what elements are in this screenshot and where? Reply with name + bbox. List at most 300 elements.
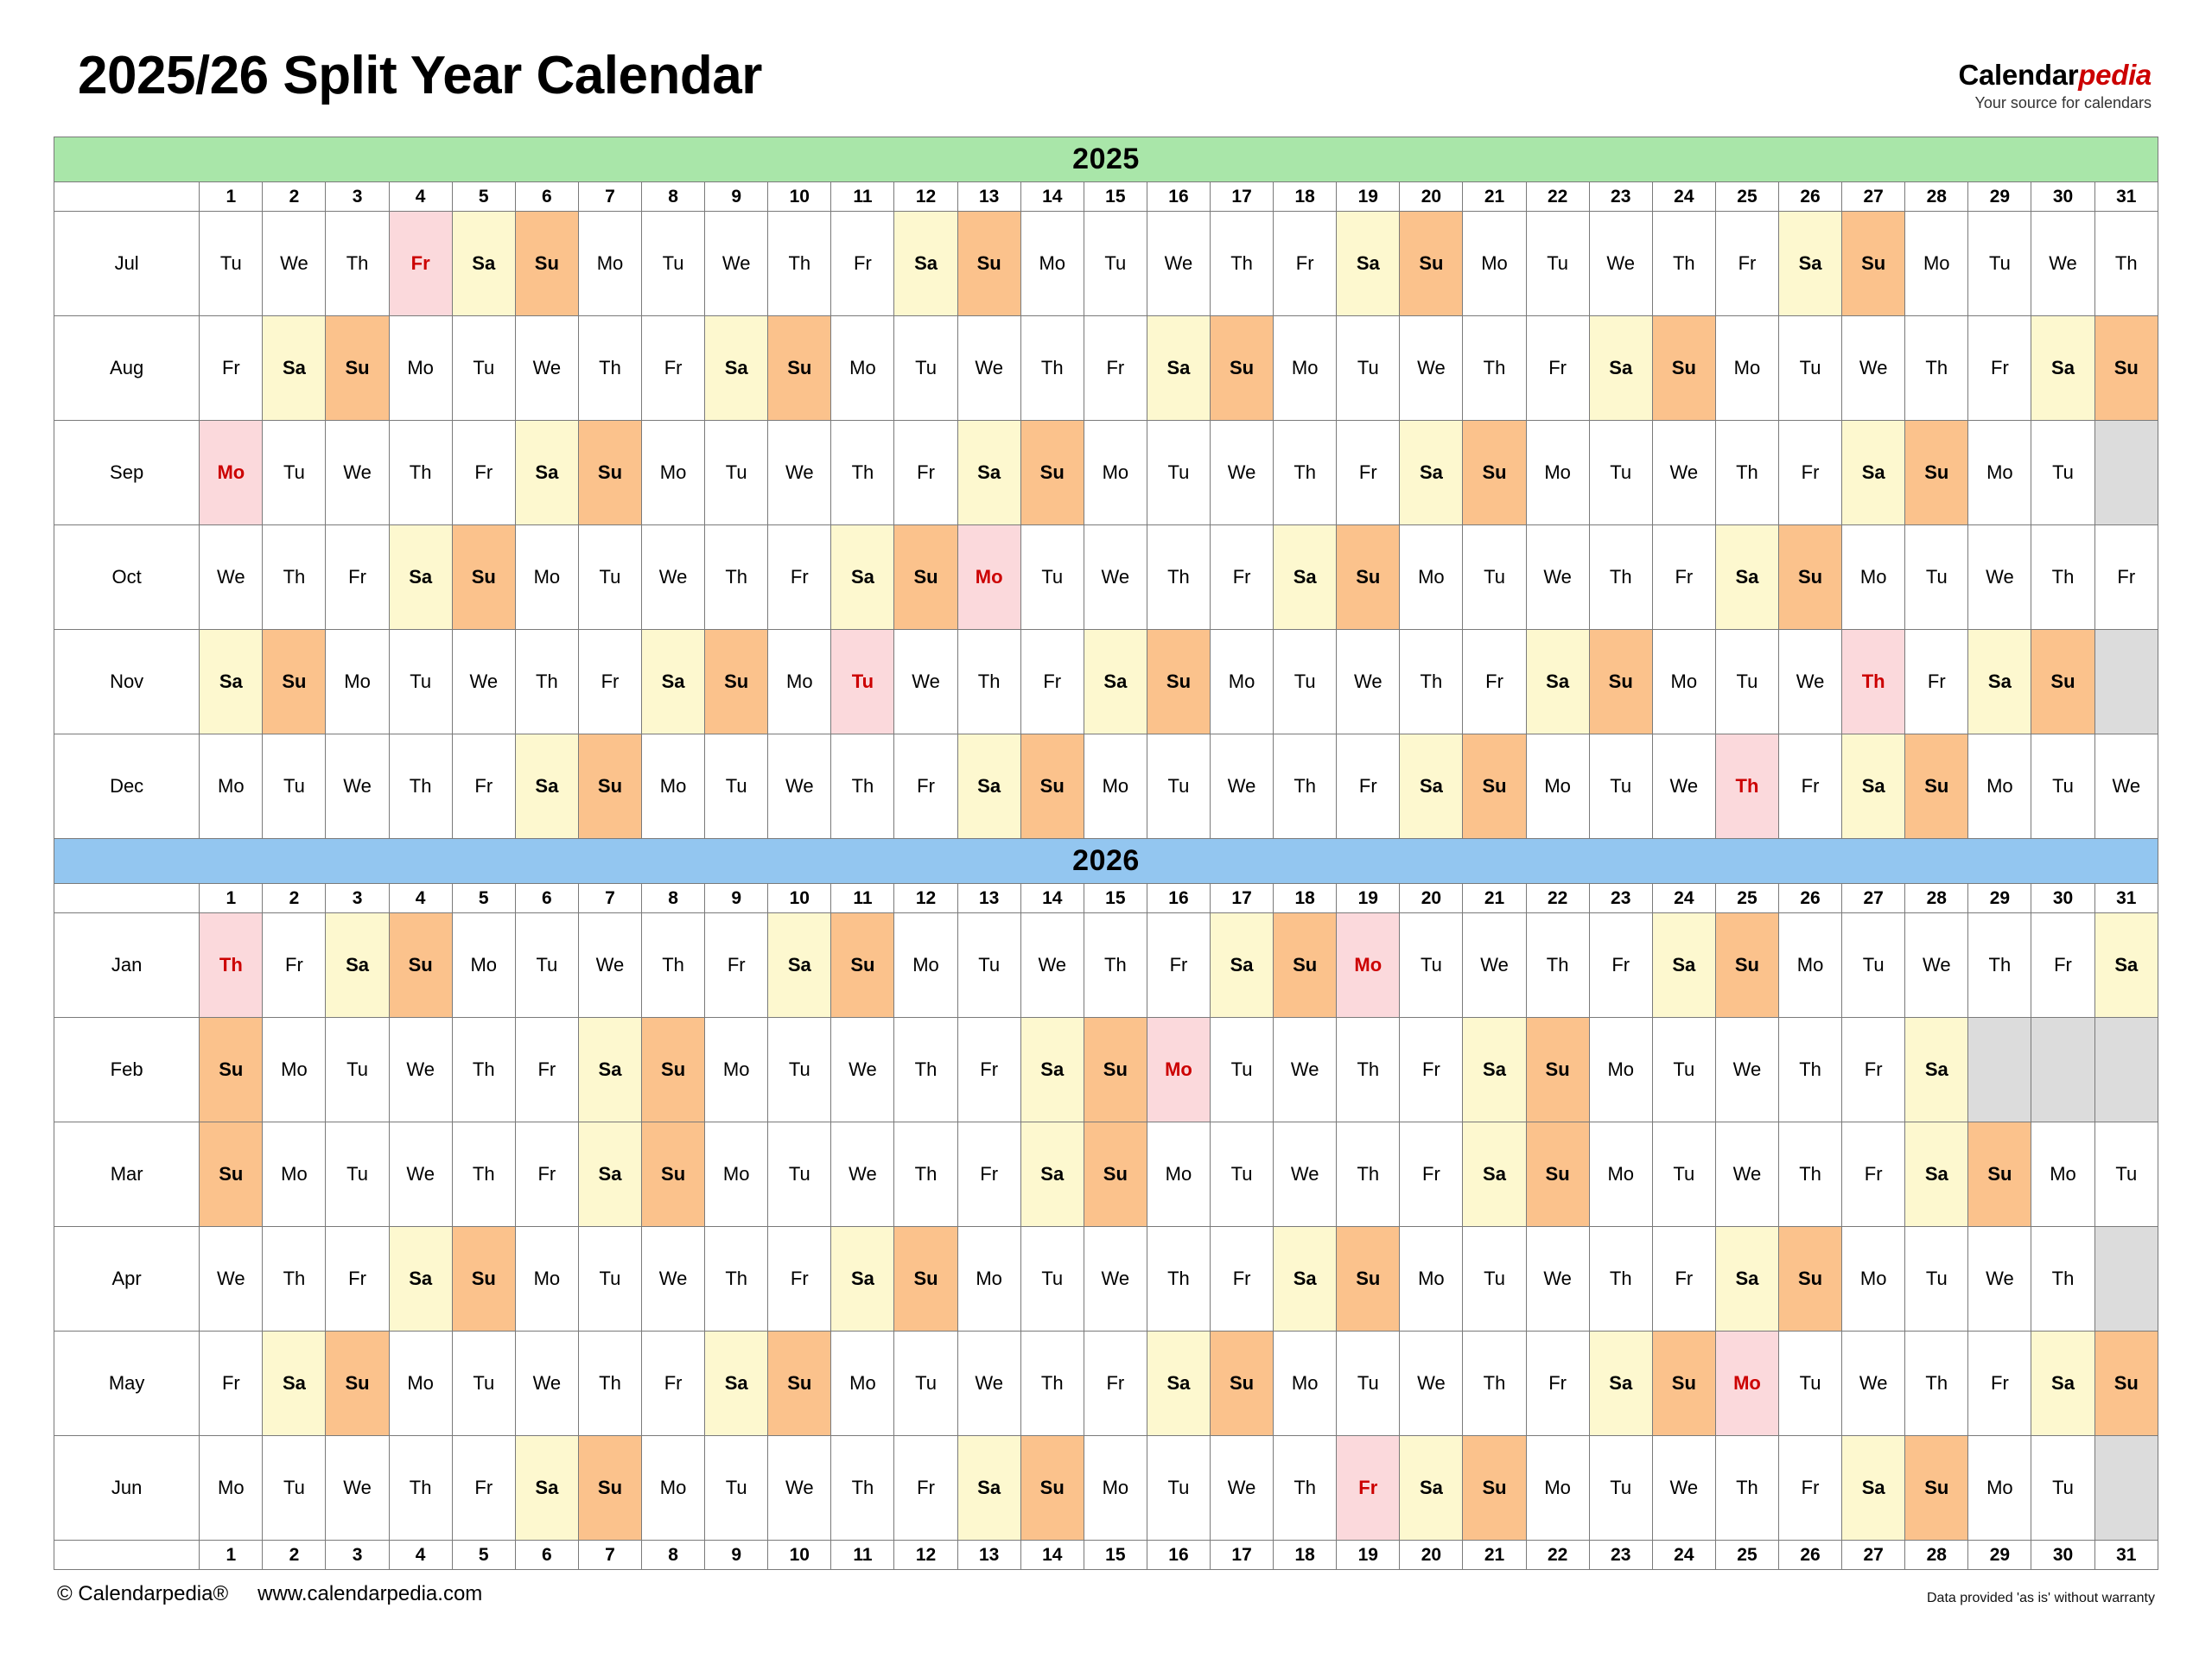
day-cell[interactable]: Su — [1400, 212, 1463, 316]
day-cell[interactable]: We — [452, 630, 515, 734]
day-cell[interactable]: Sa — [957, 421, 1020, 525]
day-cell[interactable]: We — [326, 421, 389, 525]
day-cell[interactable]: Su — [200, 1018, 263, 1122]
day-cell[interactable]: Mo — [1400, 1227, 1463, 1332]
day-cell[interactable]: Fr — [326, 525, 389, 630]
day-cell[interactable]: Fr — [1147, 913, 1210, 1018]
day-cell[interactable]: Th — [2031, 525, 2094, 630]
day-cell[interactable]: Mo — [642, 421, 705, 525]
day-cell[interactable]: Fr — [1842, 1018, 1905, 1122]
day-cell[interactable]: Sa — [1779, 212, 1842, 316]
day-cell[interactable]: Th — [1337, 1018, 1400, 1122]
day-cell[interactable]: We — [1400, 316, 1463, 421]
day-cell[interactable]: Mo — [1526, 1436, 1589, 1541]
day-cell[interactable]: Fr — [957, 1018, 1020, 1122]
day-cell[interactable]: Fr — [642, 1332, 705, 1436]
day-cell[interactable]: Su — [1020, 734, 1084, 839]
day-cell[interactable]: Tu — [263, 1436, 326, 1541]
day-cell[interactable]: Fr — [894, 734, 957, 839]
day-cell[interactable]: Sa — [515, 421, 578, 525]
day-cell[interactable]: Sa — [1147, 1332, 1210, 1436]
day-cell[interactable]: Su — [2031, 630, 2094, 734]
day-cell[interactable]: Tu — [578, 525, 641, 630]
day-cell[interactable]: Fr — [200, 1332, 263, 1436]
day-cell[interactable]: Mo — [1968, 734, 2031, 839]
day-cell[interactable]: Su — [1905, 734, 1968, 839]
day-cell[interactable]: Sa — [831, 1227, 894, 1332]
day-cell[interactable]: Tu — [1337, 1332, 1400, 1436]
day-cell[interactable]: Mo — [515, 525, 578, 630]
day-cell[interactable]: Th — [1337, 1122, 1400, 1227]
day-cell[interactable]: Fr — [1968, 1332, 2031, 1436]
day-cell[interactable]: Su — [768, 316, 831, 421]
day-cell[interactable]: Tu — [1589, 734, 1652, 839]
day-cell[interactable]: Mo — [200, 734, 263, 839]
day-cell[interactable]: We — [957, 316, 1020, 421]
day-cell[interactable]: Fr — [1020, 630, 1084, 734]
day-cell[interactable]: Mo — [1968, 421, 2031, 525]
day-cell[interactable]: Fr — [1526, 316, 1589, 421]
day-cell[interactable]: Fr — [1905, 630, 1968, 734]
day-cell[interactable]: Mo — [1274, 1332, 1337, 1436]
day-cell[interactable]: Tu — [200, 212, 263, 316]
day-cell[interactable]: Su — [1968, 1122, 2031, 1227]
day-cell[interactable]: Su — [1463, 421, 1526, 525]
day-cell[interactable]: Sa — [957, 734, 1020, 839]
day-cell[interactable]: We — [831, 1122, 894, 1227]
day-cell[interactable]: Tu — [705, 1436, 768, 1541]
day-cell[interactable]: We — [515, 1332, 578, 1436]
day-cell[interactable]: Tu — [1526, 212, 1589, 316]
day-cell[interactable]: Su — [1779, 1227, 1842, 1332]
day-cell[interactable]: Sa — [1337, 212, 1400, 316]
day-cell[interactable]: We — [389, 1122, 452, 1227]
day-cell[interactable]: Mo — [1526, 421, 1589, 525]
day-cell[interactable]: Th — [894, 1018, 957, 1122]
day-cell[interactable]: Tu — [1147, 734, 1210, 839]
day-cell[interactable]: Th — [1652, 212, 1715, 316]
day-cell[interactable]: We — [1211, 1436, 1274, 1541]
day-cell[interactable]: Th — [452, 1122, 515, 1227]
day-cell[interactable]: Su — [1147, 630, 1210, 734]
day-cell[interactable]: Tu — [705, 734, 768, 839]
day-cell[interactable]: Sa — [957, 1436, 1020, 1541]
day-cell[interactable]: Sa — [2031, 316, 2094, 421]
day-cell[interactable]: Su — [1526, 1018, 1589, 1122]
day-cell[interactable]: Su — [1715, 913, 1778, 1018]
day-cell[interactable]: Tu — [263, 734, 326, 839]
day-cell[interactable]: Su — [1526, 1122, 1589, 1227]
day-cell[interactable]: We — [326, 1436, 389, 1541]
day-cell[interactable]: Su — [2094, 316, 2158, 421]
day-cell[interactable]: We — [1715, 1018, 1778, 1122]
day-cell[interactable]: Mo — [831, 316, 894, 421]
day-cell[interactable]: Sa — [1968, 630, 2031, 734]
day-cell[interactable]: We — [1779, 630, 1842, 734]
day-cell[interactable]: Mo — [263, 1018, 326, 1122]
day-cell[interactable]: Sa — [1715, 525, 1778, 630]
day-cell[interactable]: Sa — [831, 525, 894, 630]
day-cell[interactable]: We — [768, 1436, 831, 1541]
day-cell[interactable]: Mo — [705, 1018, 768, 1122]
day-cell[interactable]: Su — [578, 734, 641, 839]
day-cell[interactable]: Sa — [642, 630, 705, 734]
day-cell[interactable]: Sa — [1463, 1122, 1526, 1227]
day-cell[interactable]: We — [1274, 1122, 1337, 1227]
day-cell[interactable]: Sa — [389, 525, 452, 630]
day-cell[interactable]: Th — [1463, 1332, 1526, 1436]
day-cell[interactable]: Mo — [1779, 913, 1842, 1018]
day-cell[interactable]: Su — [1337, 525, 1400, 630]
day-cell[interactable]: Fr — [1779, 734, 1842, 839]
day-cell[interactable]: Su — [642, 1018, 705, 1122]
day-cell[interactable]: We — [200, 1227, 263, 1332]
day-cell[interactable]: We — [1337, 630, 1400, 734]
day-cell[interactable]: Su — [389, 913, 452, 1018]
day-cell[interactable]: Sa — [326, 913, 389, 1018]
day-cell[interactable]: Fr — [389, 212, 452, 316]
day-cell[interactable]: Tu — [1968, 212, 2031, 316]
day-cell[interactable]: We — [1463, 913, 1526, 1018]
day-cell[interactable]: Su — [1589, 630, 1652, 734]
day-cell[interactable]: Mo — [1274, 316, 1337, 421]
day-cell[interactable]: Mo — [1842, 1227, 1905, 1332]
day-cell[interactable]: Sa — [2031, 1332, 2094, 1436]
day-cell[interactable]: Mo — [1526, 734, 1589, 839]
day-cell[interactable]: Sa — [894, 212, 957, 316]
day-cell[interactable]: We — [1211, 421, 1274, 525]
day-cell[interactable]: Mo — [515, 1227, 578, 1332]
day-cell[interactable]: Th — [1589, 525, 1652, 630]
day-cell[interactable]: Mo — [578, 212, 641, 316]
day-cell[interactable]: Su — [1905, 421, 1968, 525]
day-cell[interactable]: We — [705, 212, 768, 316]
day-cell[interactable]: Tu — [957, 913, 1020, 1018]
day-cell[interactable]: Sa — [578, 1018, 641, 1122]
day-cell[interactable]: Mo — [1084, 1436, 1147, 1541]
day-cell[interactable]: Tu — [2031, 1436, 2094, 1541]
day-cell[interactable]: Mo — [1400, 525, 1463, 630]
day-cell[interactable]: Su — [1779, 525, 1842, 630]
day-cell[interactable]: Sa — [263, 1332, 326, 1436]
day-cell[interactable]: We — [1589, 212, 1652, 316]
day-cell[interactable]: Sa — [1274, 1227, 1337, 1332]
day-cell[interactable]: Mo — [200, 421, 263, 525]
day-cell[interactable]: Fr — [452, 734, 515, 839]
day-cell[interactable]: Sa — [1020, 1122, 1084, 1227]
day-cell[interactable]: We — [642, 525, 705, 630]
day-cell[interactable]: Th — [1020, 316, 1084, 421]
day-cell[interactable]: Fr — [1463, 630, 1526, 734]
day-cell[interactable]: Fr — [515, 1018, 578, 1122]
day-cell[interactable]: Th — [831, 734, 894, 839]
day-cell[interactable]: Su — [200, 1122, 263, 1227]
day-cell[interactable]: Tu — [705, 421, 768, 525]
day-cell[interactable]: Sa — [1905, 1122, 1968, 1227]
day-cell[interactable]: We — [1526, 525, 1589, 630]
day-cell[interactable]: Sa — [452, 212, 515, 316]
day-cell[interactable]: Tu — [2031, 421, 2094, 525]
day-cell[interactable]: Tu — [1779, 1332, 1842, 1436]
day-cell[interactable]: Fr — [452, 1436, 515, 1541]
day-cell[interactable]: Fr — [452, 421, 515, 525]
day-cell[interactable]: Su — [515, 212, 578, 316]
day-cell[interactable]: Su — [1905, 1436, 1968, 1541]
day-cell[interactable]: Su — [452, 525, 515, 630]
day-cell[interactable]: Mo — [1589, 1018, 1652, 1122]
day-cell[interactable]: Su — [578, 1436, 641, 1541]
day-cell[interactable]: Tu — [452, 316, 515, 421]
day-cell[interactable]: Th — [894, 1122, 957, 1227]
day-cell[interactable]: We — [1147, 212, 1210, 316]
day-cell[interactable]: Th — [642, 913, 705, 1018]
day-cell[interactable]: Sa — [2094, 913, 2158, 1018]
day-cell[interactable]: Tu — [326, 1122, 389, 1227]
day-cell[interactable]: Mo — [894, 913, 957, 1018]
day-cell[interactable]: Tu — [452, 1332, 515, 1436]
day-cell[interactable]: Th — [1842, 630, 1905, 734]
day-cell[interactable]: Sa — [1589, 316, 1652, 421]
day-cell[interactable]: We — [957, 1332, 1020, 1436]
day-cell[interactable]: Tu — [1905, 525, 1968, 630]
day-cell[interactable]: Th — [1779, 1122, 1842, 1227]
day-cell[interactable]: Su — [1463, 1436, 1526, 1541]
day-cell[interactable]: We — [1715, 1122, 1778, 1227]
day-cell[interactable]: Tu — [1400, 913, 1463, 1018]
day-cell[interactable]: Sa — [1400, 421, 1463, 525]
day-cell[interactable]: Fr — [894, 1436, 957, 1541]
day-cell[interactable]: Tu — [1463, 525, 1526, 630]
day-cell[interactable]: Th — [263, 525, 326, 630]
day-cell[interactable]: Sa — [389, 1227, 452, 1332]
day-cell[interactable]: Mo — [1463, 212, 1526, 316]
day-cell[interactable]: Tu — [578, 1227, 641, 1332]
day-cell[interactable]: Th — [452, 1018, 515, 1122]
day-cell[interactable]: Su — [1020, 1436, 1084, 1541]
day-cell[interactable]: Tu — [1652, 1122, 1715, 1227]
day-cell[interactable]: Fr — [1274, 212, 1337, 316]
day-cell[interactable]: Th — [1968, 913, 2031, 1018]
day-cell[interactable]: Sa — [768, 913, 831, 1018]
day-cell[interactable]: Fr — [1211, 1227, 1274, 1332]
day-cell[interactable]: Mo — [1905, 212, 1968, 316]
day-cell[interactable]: Fr — [1400, 1018, 1463, 1122]
day-cell[interactable]: Sa — [1084, 630, 1147, 734]
day-cell[interactable]: Su — [894, 1227, 957, 1332]
day-cell[interactable]: Su — [1084, 1018, 1147, 1122]
day-cell[interactable]: Tu — [1274, 630, 1337, 734]
day-cell[interactable]: Fr — [894, 421, 957, 525]
day-cell[interactable]: Tu — [894, 316, 957, 421]
day-cell[interactable]: We — [1652, 421, 1715, 525]
day-cell[interactable]: Fr — [515, 1122, 578, 1227]
day-cell[interactable]: Fr — [1337, 1436, 1400, 1541]
day-cell[interactable]: We — [1211, 734, 1274, 839]
day-cell[interactable]: Th — [1905, 1332, 1968, 1436]
day-cell[interactable]: Fr — [1779, 421, 1842, 525]
day-cell[interactable]: Su — [326, 1332, 389, 1436]
day-cell[interactable]: Fr — [1337, 734, 1400, 839]
day-cell[interactable]: Mo — [2031, 1122, 2094, 1227]
day-cell[interactable]: We — [326, 734, 389, 839]
day-cell[interactable]: Tu — [263, 421, 326, 525]
day-cell[interactable]: Sa — [578, 1122, 641, 1227]
day-cell[interactable]: Tu — [2031, 734, 2094, 839]
day-cell[interactable]: Th — [1905, 316, 1968, 421]
day-cell[interactable]: Fr — [1211, 525, 1274, 630]
day-cell[interactable]: Th — [1589, 1227, 1652, 1332]
day-cell[interactable]: Tu — [831, 630, 894, 734]
day-cell[interactable]: Sa — [1715, 1227, 1778, 1332]
day-cell[interactable]: Tu — [1779, 316, 1842, 421]
day-cell[interactable]: We — [1274, 1018, 1337, 1122]
day-cell[interactable]: Su — [705, 630, 768, 734]
day-cell[interactable]: Su — [1652, 1332, 1715, 1436]
day-cell[interactable]: Th — [2094, 212, 2158, 316]
day-cell[interactable]: We — [831, 1018, 894, 1122]
day-cell[interactable]: Su — [578, 421, 641, 525]
day-cell[interactable]: Sa — [1905, 1018, 1968, 1122]
day-cell[interactable]: Mo — [389, 316, 452, 421]
day-cell[interactable]: Mo — [1337, 913, 1400, 1018]
day-cell[interactable]: We — [389, 1018, 452, 1122]
day-cell[interactable]: We — [642, 1227, 705, 1332]
day-cell[interactable]: Th — [578, 316, 641, 421]
day-cell[interactable]: Mo — [957, 1227, 1020, 1332]
day-cell[interactable]: Sa — [1842, 1436, 1905, 1541]
day-cell[interactable]: Th — [1147, 525, 1210, 630]
day-cell[interactable]: Th — [326, 212, 389, 316]
day-cell[interactable]: Mo — [1084, 734, 1147, 839]
day-cell[interactable]: Tu — [1905, 1227, 1968, 1332]
day-cell[interactable]: Th — [831, 1436, 894, 1541]
day-cell[interactable]: Fr — [1779, 1436, 1842, 1541]
day-cell[interactable]: Tu — [894, 1332, 957, 1436]
day-cell[interactable]: Fr — [1652, 525, 1715, 630]
day-cell[interactable]: Th — [1400, 630, 1463, 734]
day-cell[interactable]: Mo — [1842, 525, 1905, 630]
day-cell[interactable]: Fr — [1715, 212, 1778, 316]
day-cell[interactable]: Fr — [1652, 1227, 1715, 1332]
day-cell[interactable]: Th — [1020, 1332, 1084, 1436]
day-cell[interactable]: We — [1084, 1227, 1147, 1332]
day-cell[interactable]: Th — [1147, 1227, 1210, 1332]
day-cell[interactable]: Tu — [1020, 525, 1084, 630]
day-cell[interactable]: Th — [389, 1436, 452, 1541]
day-cell[interactable]: Su — [1337, 1227, 1400, 1332]
day-cell[interactable]: Tu — [2094, 1122, 2158, 1227]
day-cell[interactable]: Mo — [768, 630, 831, 734]
day-cell[interactable]: We — [1968, 1227, 2031, 1332]
day-cell[interactable]: We — [768, 734, 831, 839]
day-cell[interactable]: Fr — [705, 913, 768, 1018]
day-cell[interactable]: Sa — [1400, 1436, 1463, 1541]
day-cell[interactable]: Th — [1274, 421, 1337, 525]
day-cell[interactable]: Tu — [1337, 316, 1400, 421]
day-cell[interactable]: We — [1842, 316, 1905, 421]
day-cell[interactable]: Tu — [1715, 630, 1778, 734]
day-cell[interactable]: Sa — [1842, 734, 1905, 839]
day-cell[interactable]: Th — [200, 913, 263, 1018]
day-cell[interactable]: Th — [1463, 316, 1526, 421]
day-cell[interactable]: Mo — [1147, 1018, 1210, 1122]
day-cell[interactable]: Fr — [1842, 1122, 1905, 1227]
day-cell[interactable]: Tu — [1463, 1227, 1526, 1332]
day-cell[interactable]: Su — [452, 1227, 515, 1332]
day-cell[interactable]: Th — [831, 421, 894, 525]
day-cell[interactable]: We — [894, 630, 957, 734]
day-cell[interactable]: Su — [831, 913, 894, 1018]
day-cell[interactable]: Tu — [1211, 1018, 1274, 1122]
day-cell[interactable]: Fr — [768, 1227, 831, 1332]
website-link[interactable]: www.calendarpedia.com — [257, 1582, 483, 1605]
day-cell[interactable]: We — [1652, 1436, 1715, 1541]
day-cell[interactable]: Sa — [515, 734, 578, 839]
day-cell[interactable]: Mo — [1715, 316, 1778, 421]
day-cell[interactable]: We — [1905, 913, 1968, 1018]
day-cell[interactable]: Sa — [263, 316, 326, 421]
day-cell[interactable]: Th — [389, 734, 452, 839]
day-cell[interactable]: We — [1842, 1332, 1905, 1436]
day-cell[interactable]: Th — [263, 1227, 326, 1332]
day-cell[interactable]: Th — [2031, 1227, 2094, 1332]
day-cell[interactable]: Tu — [1589, 421, 1652, 525]
day-cell[interactable]: Tu — [1147, 1436, 1210, 1541]
day-cell[interactable]: Mo — [1652, 630, 1715, 734]
day-cell[interactable]: Th — [705, 525, 768, 630]
day-cell[interactable]: Sa — [1652, 913, 1715, 1018]
day-cell[interactable]: Sa — [1526, 630, 1589, 734]
day-cell[interactable]: Sa — [1463, 1018, 1526, 1122]
day-cell[interactable]: Su — [1652, 316, 1715, 421]
day-cell[interactable]: Sa — [1211, 913, 1274, 1018]
day-cell[interactable]: Sa — [515, 1436, 578, 1541]
day-cell[interactable]: Mo — [1211, 630, 1274, 734]
day-cell[interactable]: We — [200, 525, 263, 630]
day-cell[interactable]: Mo — [642, 1436, 705, 1541]
day-cell[interactable]: Sa — [1020, 1018, 1084, 1122]
day-cell[interactable]: Fr — [1400, 1122, 1463, 1227]
day-cell[interactable]: Sa — [1274, 525, 1337, 630]
day-cell[interactable]: Fr — [578, 630, 641, 734]
day-cell[interactable]: Su — [894, 525, 957, 630]
day-cell[interactable]: Fr — [957, 1122, 1020, 1227]
day-cell[interactable]: Su — [957, 212, 1020, 316]
day-cell[interactable]: Tu — [1589, 1436, 1652, 1541]
day-cell[interactable]: Fr — [2031, 913, 2094, 1018]
day-cell[interactable]: Fr — [1337, 421, 1400, 525]
day-cell[interactable]: Tu — [1147, 421, 1210, 525]
day-cell[interactable]: Tu — [642, 212, 705, 316]
day-cell[interactable]: Th — [1715, 734, 1778, 839]
day-cell[interactable]: Fr — [200, 316, 263, 421]
day-cell[interactable]: Mo — [705, 1122, 768, 1227]
day-cell[interactable]: We — [1526, 1227, 1589, 1332]
day-cell[interactable]: We — [768, 421, 831, 525]
day-cell[interactable]: Fr — [768, 525, 831, 630]
day-cell[interactable]: We — [1084, 525, 1147, 630]
day-cell[interactable]: Sa — [1842, 421, 1905, 525]
day-cell[interactable]: Th — [1211, 212, 1274, 316]
day-cell[interactable]: Th — [1715, 1436, 1778, 1541]
day-cell[interactable]: Tu — [768, 1122, 831, 1227]
day-cell[interactable]: Tu — [1020, 1227, 1084, 1332]
day-cell[interactable]: We — [1020, 913, 1084, 1018]
day-cell[interactable]: We — [1968, 525, 2031, 630]
day-cell[interactable]: Mo — [326, 630, 389, 734]
day-cell[interactable]: Su — [1211, 1332, 1274, 1436]
day-cell[interactable]: Th — [1715, 421, 1778, 525]
